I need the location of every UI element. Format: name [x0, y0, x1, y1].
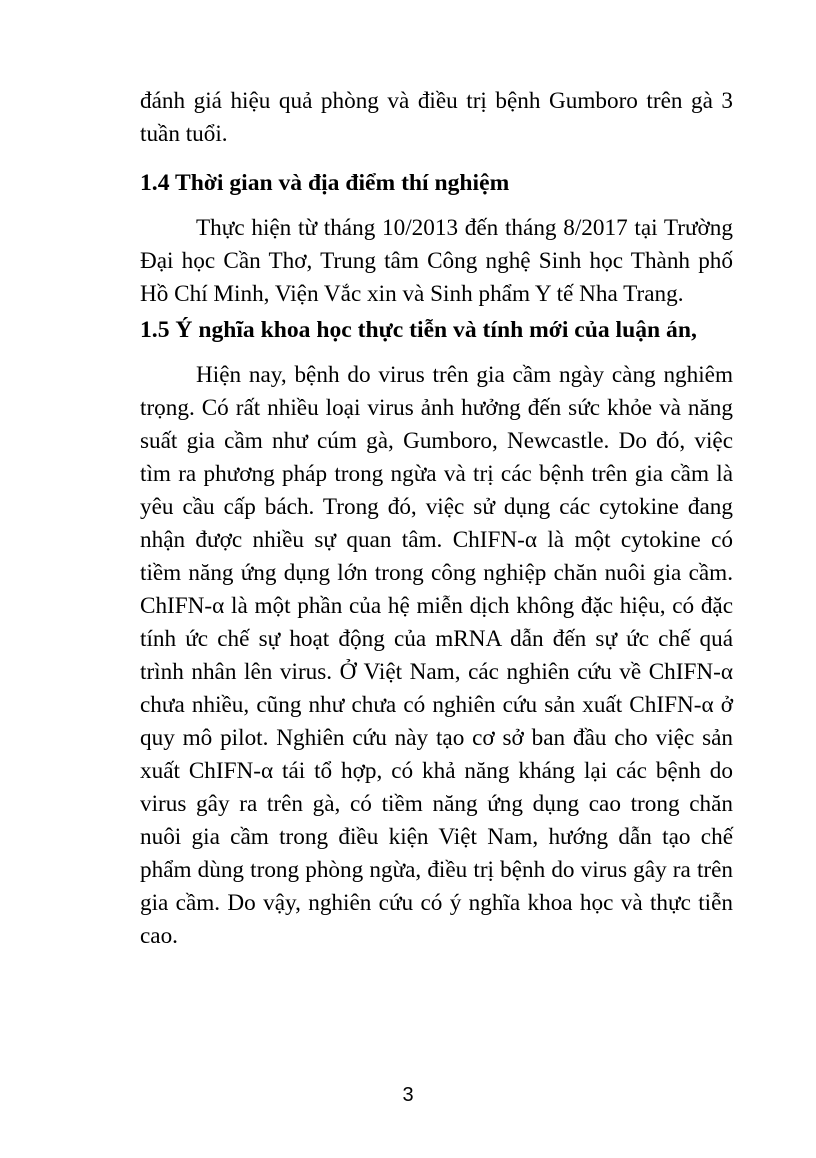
intro-paragraph: đánh giá hiệu quả phòng và điều trị bệnh Gumboro trên gà 3 tuần tuổi. — [140, 88, 733, 147]
section-heading-significance: 1.5 Ý nghĩa khoa học thực tiễn và tính mới của luận án, — [140, 317, 697, 343]
significance-paragraph: Hiện nay, bệnh do virus trên gia cầm ngày càng nghiêm trọng. Có rất nhiều loại virus ảnh hưởng đến sức khỏe và năng suất gia cầm như cúm gà, Gumboro, Newcastle. Do đó, việc tìm ra phương pháp trong ngừa và trị các bệnh trên gia cầm là yêu cầu cấp bách. Trong đó, việc sử dụng các cytokine đang nhận được nhiều sự quan tâm. ChIFN-α là một cytokine có tiềm năng ứng dụng lớn trong công nghiệp chăn nuôi gia cầm. ChIFN-α là một phần của hệ miễn dịch không đặc hiệu, có đặc tính ức chế sự hoạt động của mRNA dẫn đến sự ức chế quá trình nhân lên virus. Ở Việt Nam, các nghiên cứu về ChIFN-α chưa nhiều, cũng như chưa có nghiên cứu sản xuất ChIFN-α ở quy mô pilot. Nghiên cứu này tạo cơ sở ban đầu cho việc sản xuất ChIFN-α tái tổ hợp, có khả năng kháng lại các bệnh do virus gây ra trên gà, có tiềm năng ứng dụng cao trong chăn nuôi gia cầm trong điều kiện Việt Nam, hướng dẫn tạo chế phẩm dùng trong phòng ngừa, điều trị bệnh do virus gây ra trên gia cầm. Do vậy, nghiên cứu có ý nghĩa khoa học và thực tiễn cao. — [140, 362, 733, 949]
time-location-paragraph: Thực hiện từ tháng 10/2013 đến tháng 8/2017 tại Trường Đại học Cần Thơ, Trung tâm Công nghệ Sinh học Thành phố Hồ Chí Minh, Viện Vắc xin và Sinh phẩm Y tế Nha Trang. — [140, 215, 733, 307]
page-body — [140, 85, 733, 953]
section-heading-time-location: 1.4 Thời gian và địa điểm thí nghiệm — [140, 170, 510, 196]
page-number: 3 — [402, 1084, 414, 1106]
